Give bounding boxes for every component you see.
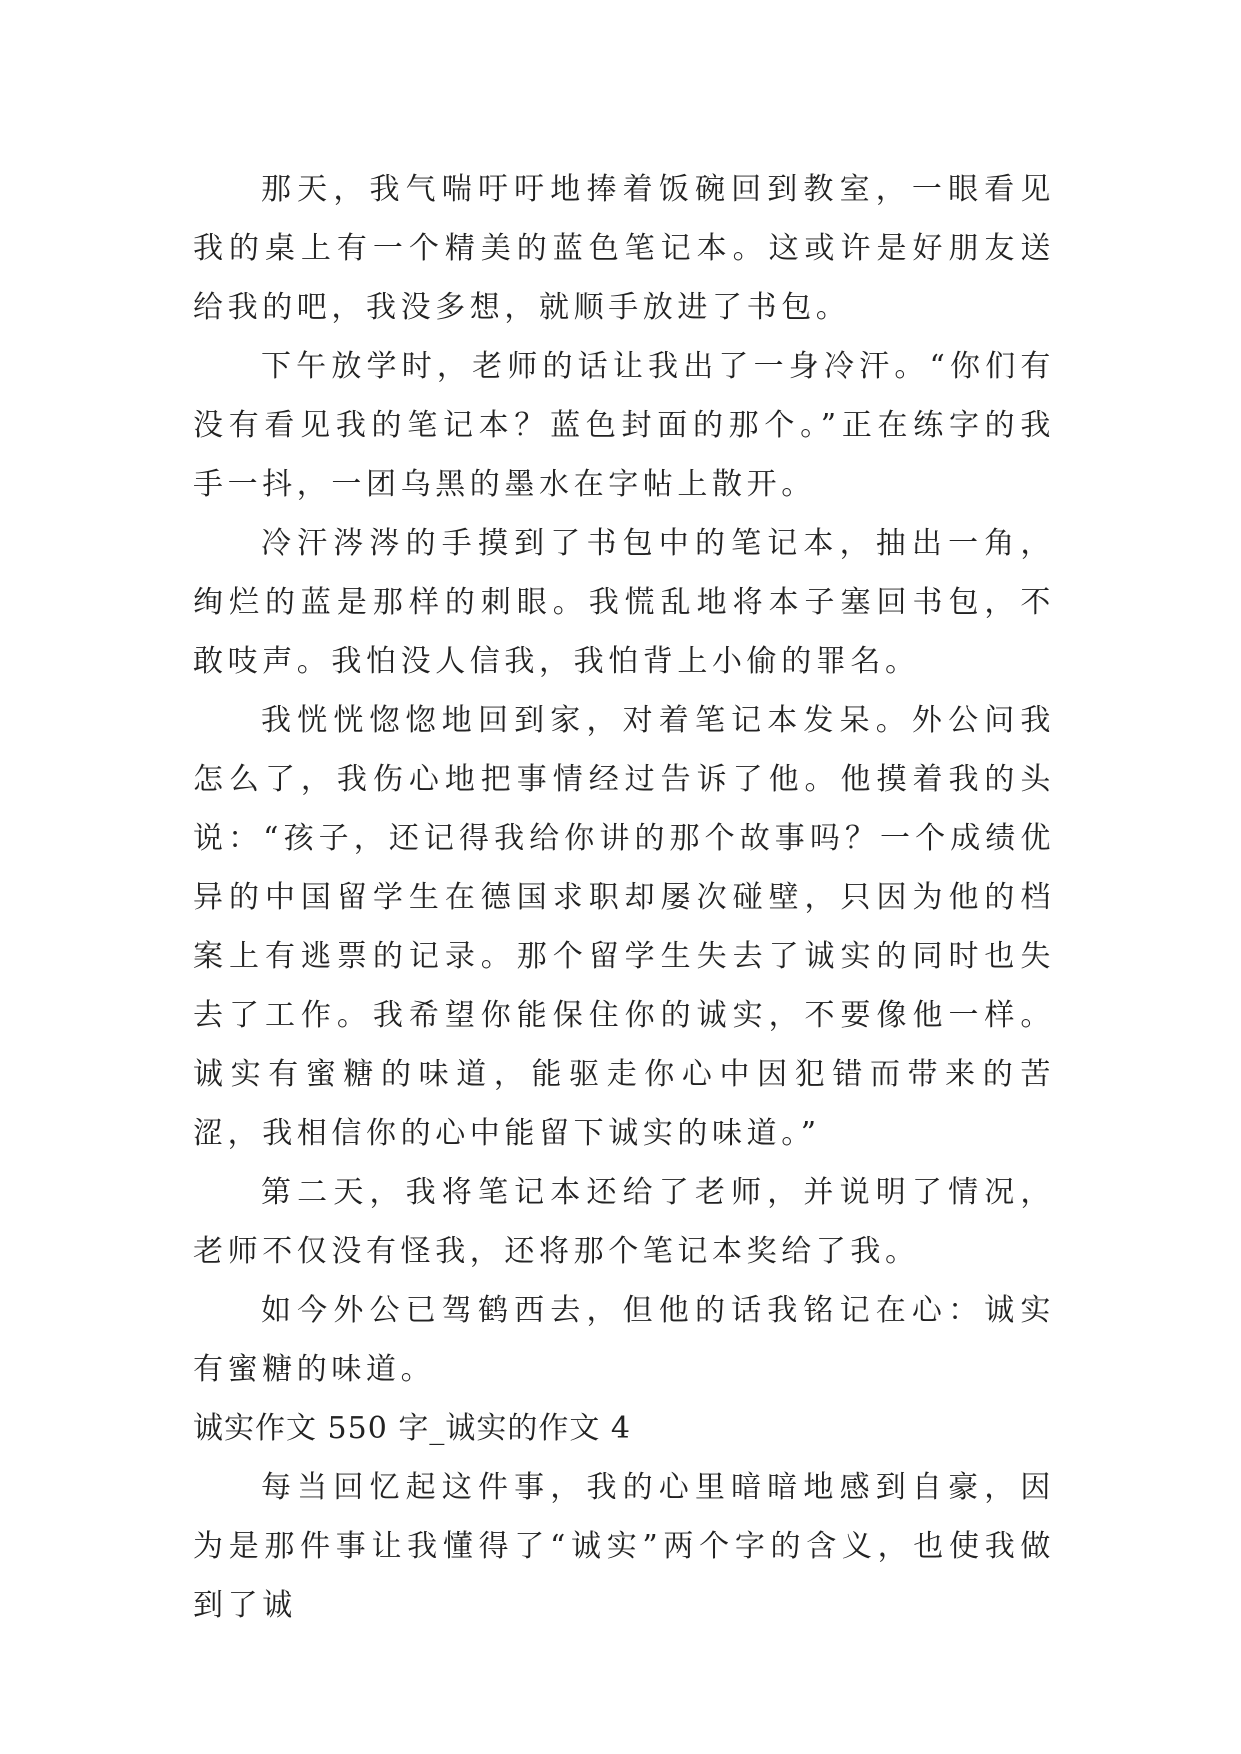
paragraph: 我恍恍惚惚地回到家，对着笔记本发呆。外公问我怎么了，我伤心地把事情经过告诉了他。他摸着我的头说：“孩子，还记得我给你讲的那个故事吗？一个成绩优异的中国留学生在德国求职却屡次碰壁，只因为他的档案上有逃票的记录。那个留学生失去了诚实的同时也失去了工作。我希望你能保住你的诚实，不要像他一样。诚实有蜜糖的味道，能驱走你心中因犯错而带来的苦涩，我相信你的心中能留下诚实的味道。” [193, 703, 1055, 1151]
paragraph: 冷汗涔涔的手摸到了书包中的笔记本，抽出一角，绚烂的蓝是那样的刺眼。我慌乱地将本子塞回书包，不敢吱声。我怕没人信我，我怕背上小偷的罪名。 [193, 526, 1055, 679]
paragraph: 下午放学时，老师的话让我出了一身冷汗。“你们有没有看见我的笔记本？蓝色封面的那个。”正在练字的我手一抖，一团乌黑的墨水在字帖上散开。 [193, 349, 1055, 502]
document-body [193, 160, 1055, 1635]
paragraph: 如今外公已驾鹤西去，但他的话我铭记在心：诚实有蜜糖的味道。 [193, 1293, 1055, 1387]
paragraph: 每当回忆起这件事，我的心里暗暗地感到自豪，因为是那件事让我懂得了“诚实”两个字的含义，也使我做到了诚 [193, 1470, 1055, 1623]
paragraph: 那天，我气喘吁吁地捧着饭碗回到教室，一眼看见我的桌上有一个精美的蓝色笔记本。这或许是好朋友送给我的吧，我没多想，就顺手放进了书包。 [193, 172, 1055, 325]
paragraph: 第二天，我将笔记本还给了老师，并说明了情况，老师不仅没有怪我，还将那个笔记本奖给了我。 [193, 1175, 1055, 1269]
section-heading: 诚实作文 550 字_诚实的作文 4 [193, 1411, 631, 1446]
